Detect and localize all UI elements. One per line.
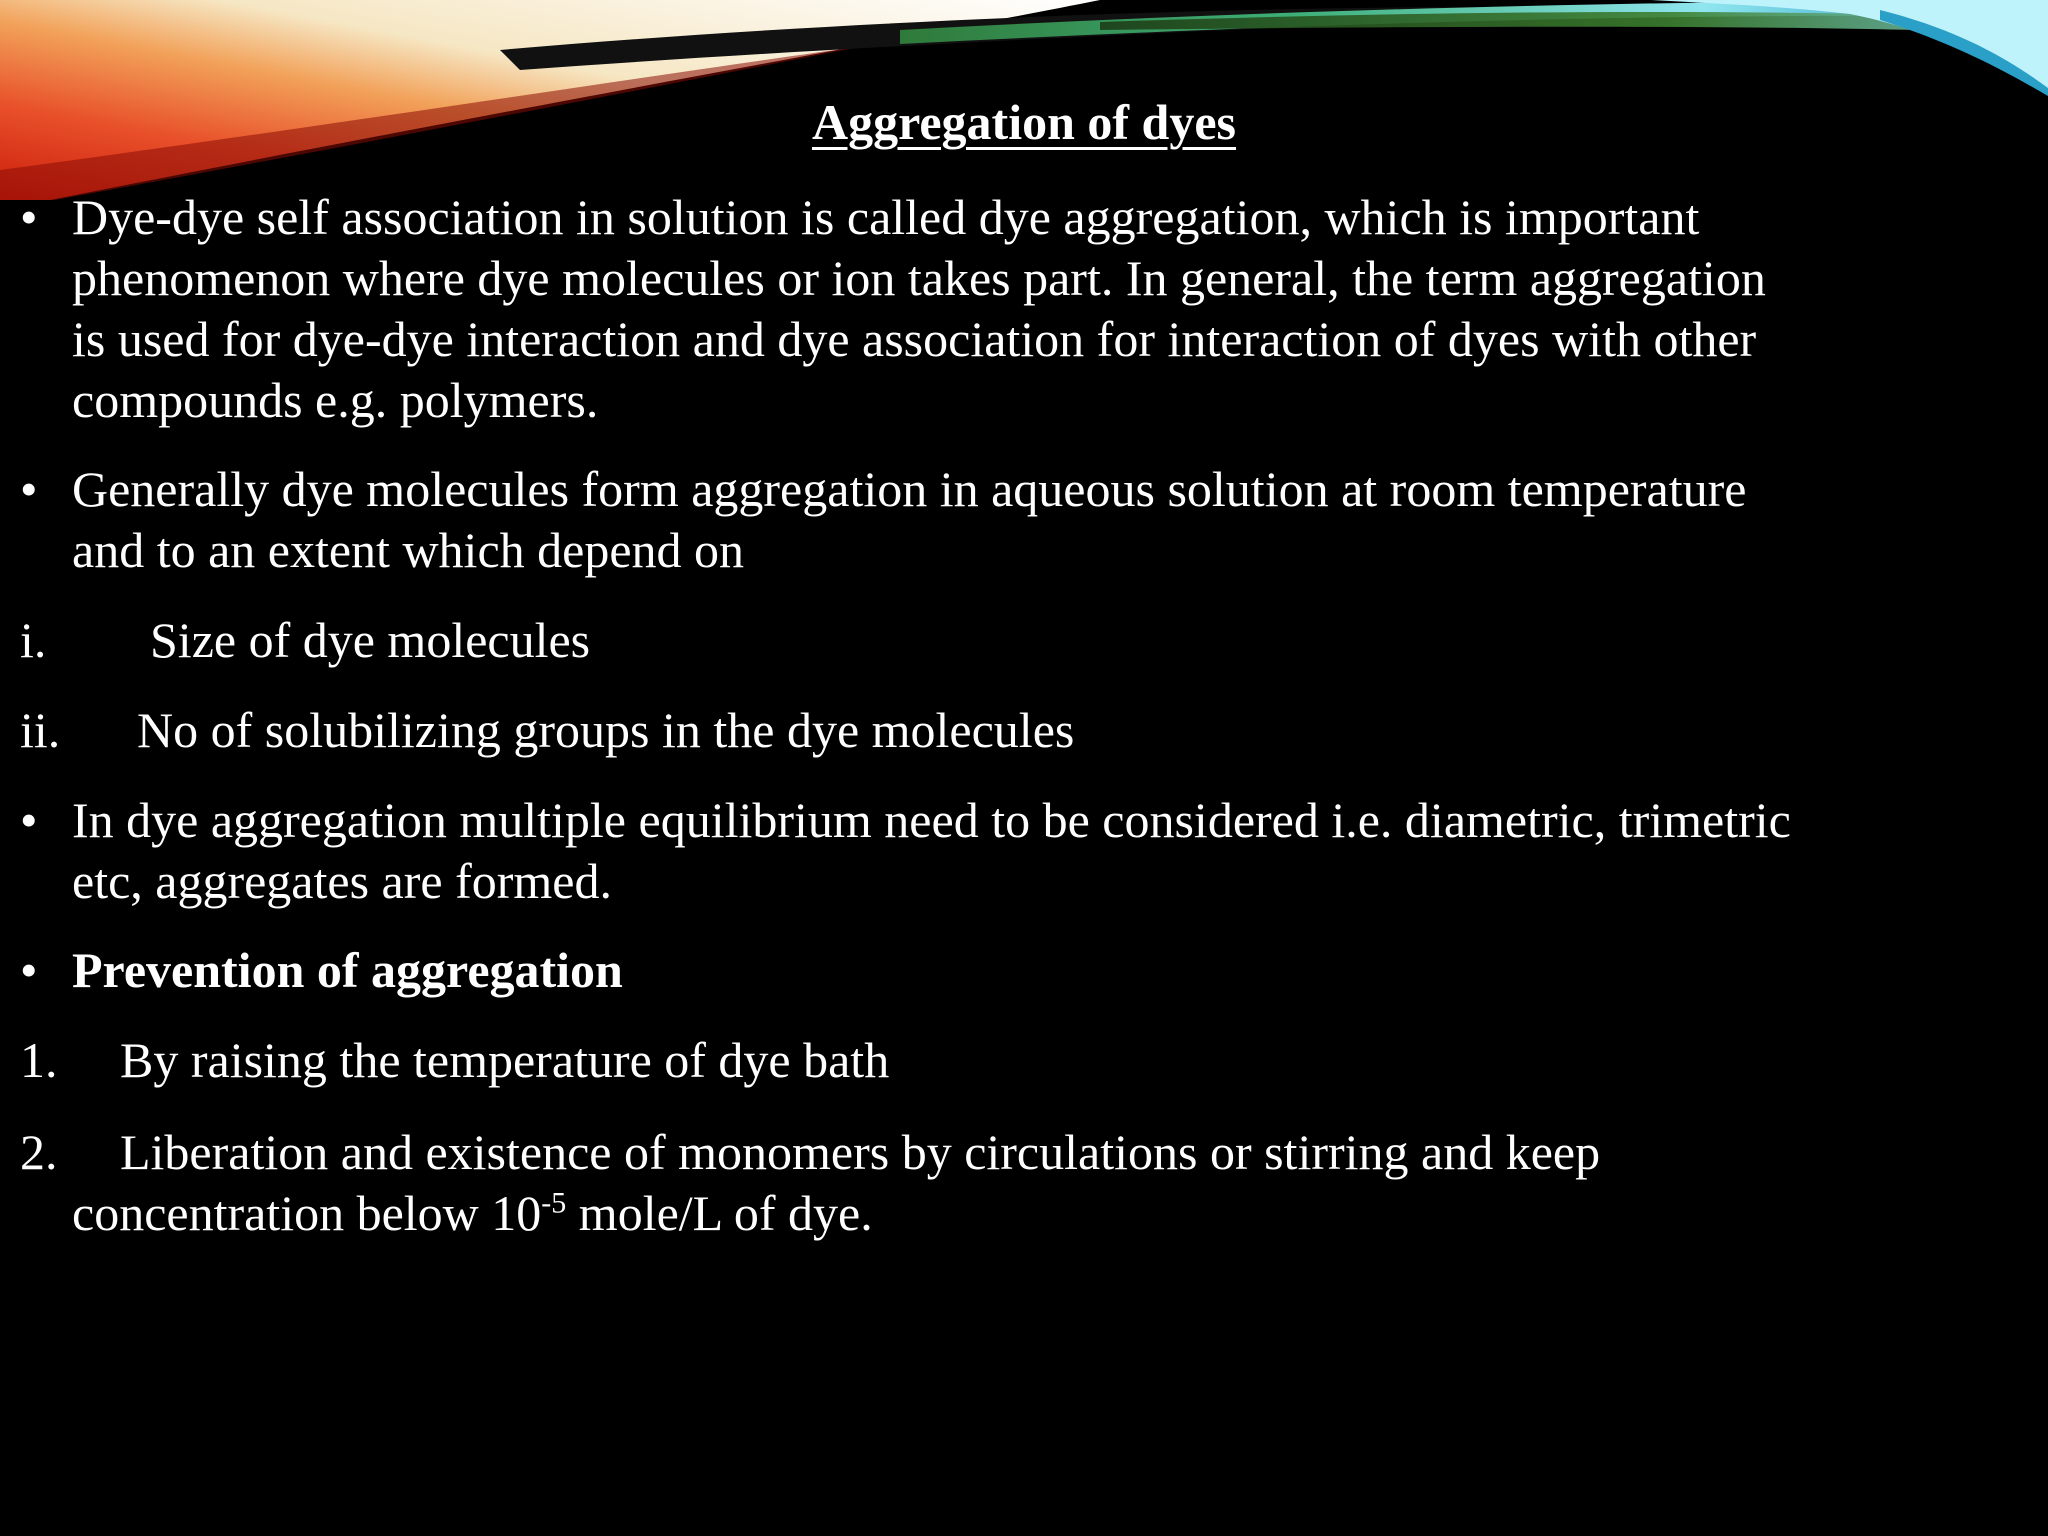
roman-item-text: No of solubilizing groups in the dye molecules xyxy=(137,702,1075,758)
exponent-superscript: -5 xyxy=(541,1186,567,1220)
numbered-item-text: By raising the temperature of dye bath xyxy=(120,1032,890,1088)
bullet-marker: • xyxy=(20,792,38,848)
bullet-1-line-4: compounds e.g. polymers. xyxy=(72,372,599,428)
bullet-marker: • xyxy=(20,461,38,517)
bullet-marker: • xyxy=(20,942,38,998)
number-marker: 2. xyxy=(20,1124,58,1180)
unit-text: mole/L of dye. xyxy=(566,1185,873,1241)
bullet-text xyxy=(72,790,2032,912)
bullet-text xyxy=(72,187,2032,431)
bullet-3-line-2: etc, aggregates are formed. xyxy=(72,853,612,909)
roman-item-text: Size of dye molecules xyxy=(150,612,591,668)
prevention-heading: Prevention of aggregation xyxy=(72,942,623,998)
slide-title-text: Aggregation of dyes xyxy=(811,94,1237,150)
slide-title xyxy=(0,92,2048,152)
bullet-2-line-1: Generally dye molecules form aggregation in aqueous solution at room temperature xyxy=(72,461,1747,517)
bullet-1-line-1: Dye-dye self association in solution is called dye aggregation, which is important xyxy=(72,189,1700,245)
numbered-item-2-line-1: Liberation and existence of monomers by circulations or stirring and keep xyxy=(120,1124,1601,1180)
concentration-text: concentration below 10 xyxy=(72,1185,542,1241)
bullet-1-line-2: phenomenon where dye molecules or ion takes part. In general, the term aggregation xyxy=(72,250,1766,306)
bullet-marker: • xyxy=(20,189,38,245)
number-marker: 1. xyxy=(20,1032,58,1088)
bullet-2-line-2: and to an extent which depend on xyxy=(72,522,745,578)
bullet-3-line-1: In dye aggregation multiple equilibrium need to be considered i.e. diametric, trimetric xyxy=(72,792,1791,848)
roman-marker: ii. xyxy=(20,702,61,758)
roman-marker: i. xyxy=(20,612,47,668)
bullet-text xyxy=(72,459,2032,581)
numbered-item-2-line-2 xyxy=(72,1183,2032,1244)
bullet-1-line-3: is used for dye-dye interaction and dye association for interaction of dyes with other xyxy=(72,311,1757,367)
